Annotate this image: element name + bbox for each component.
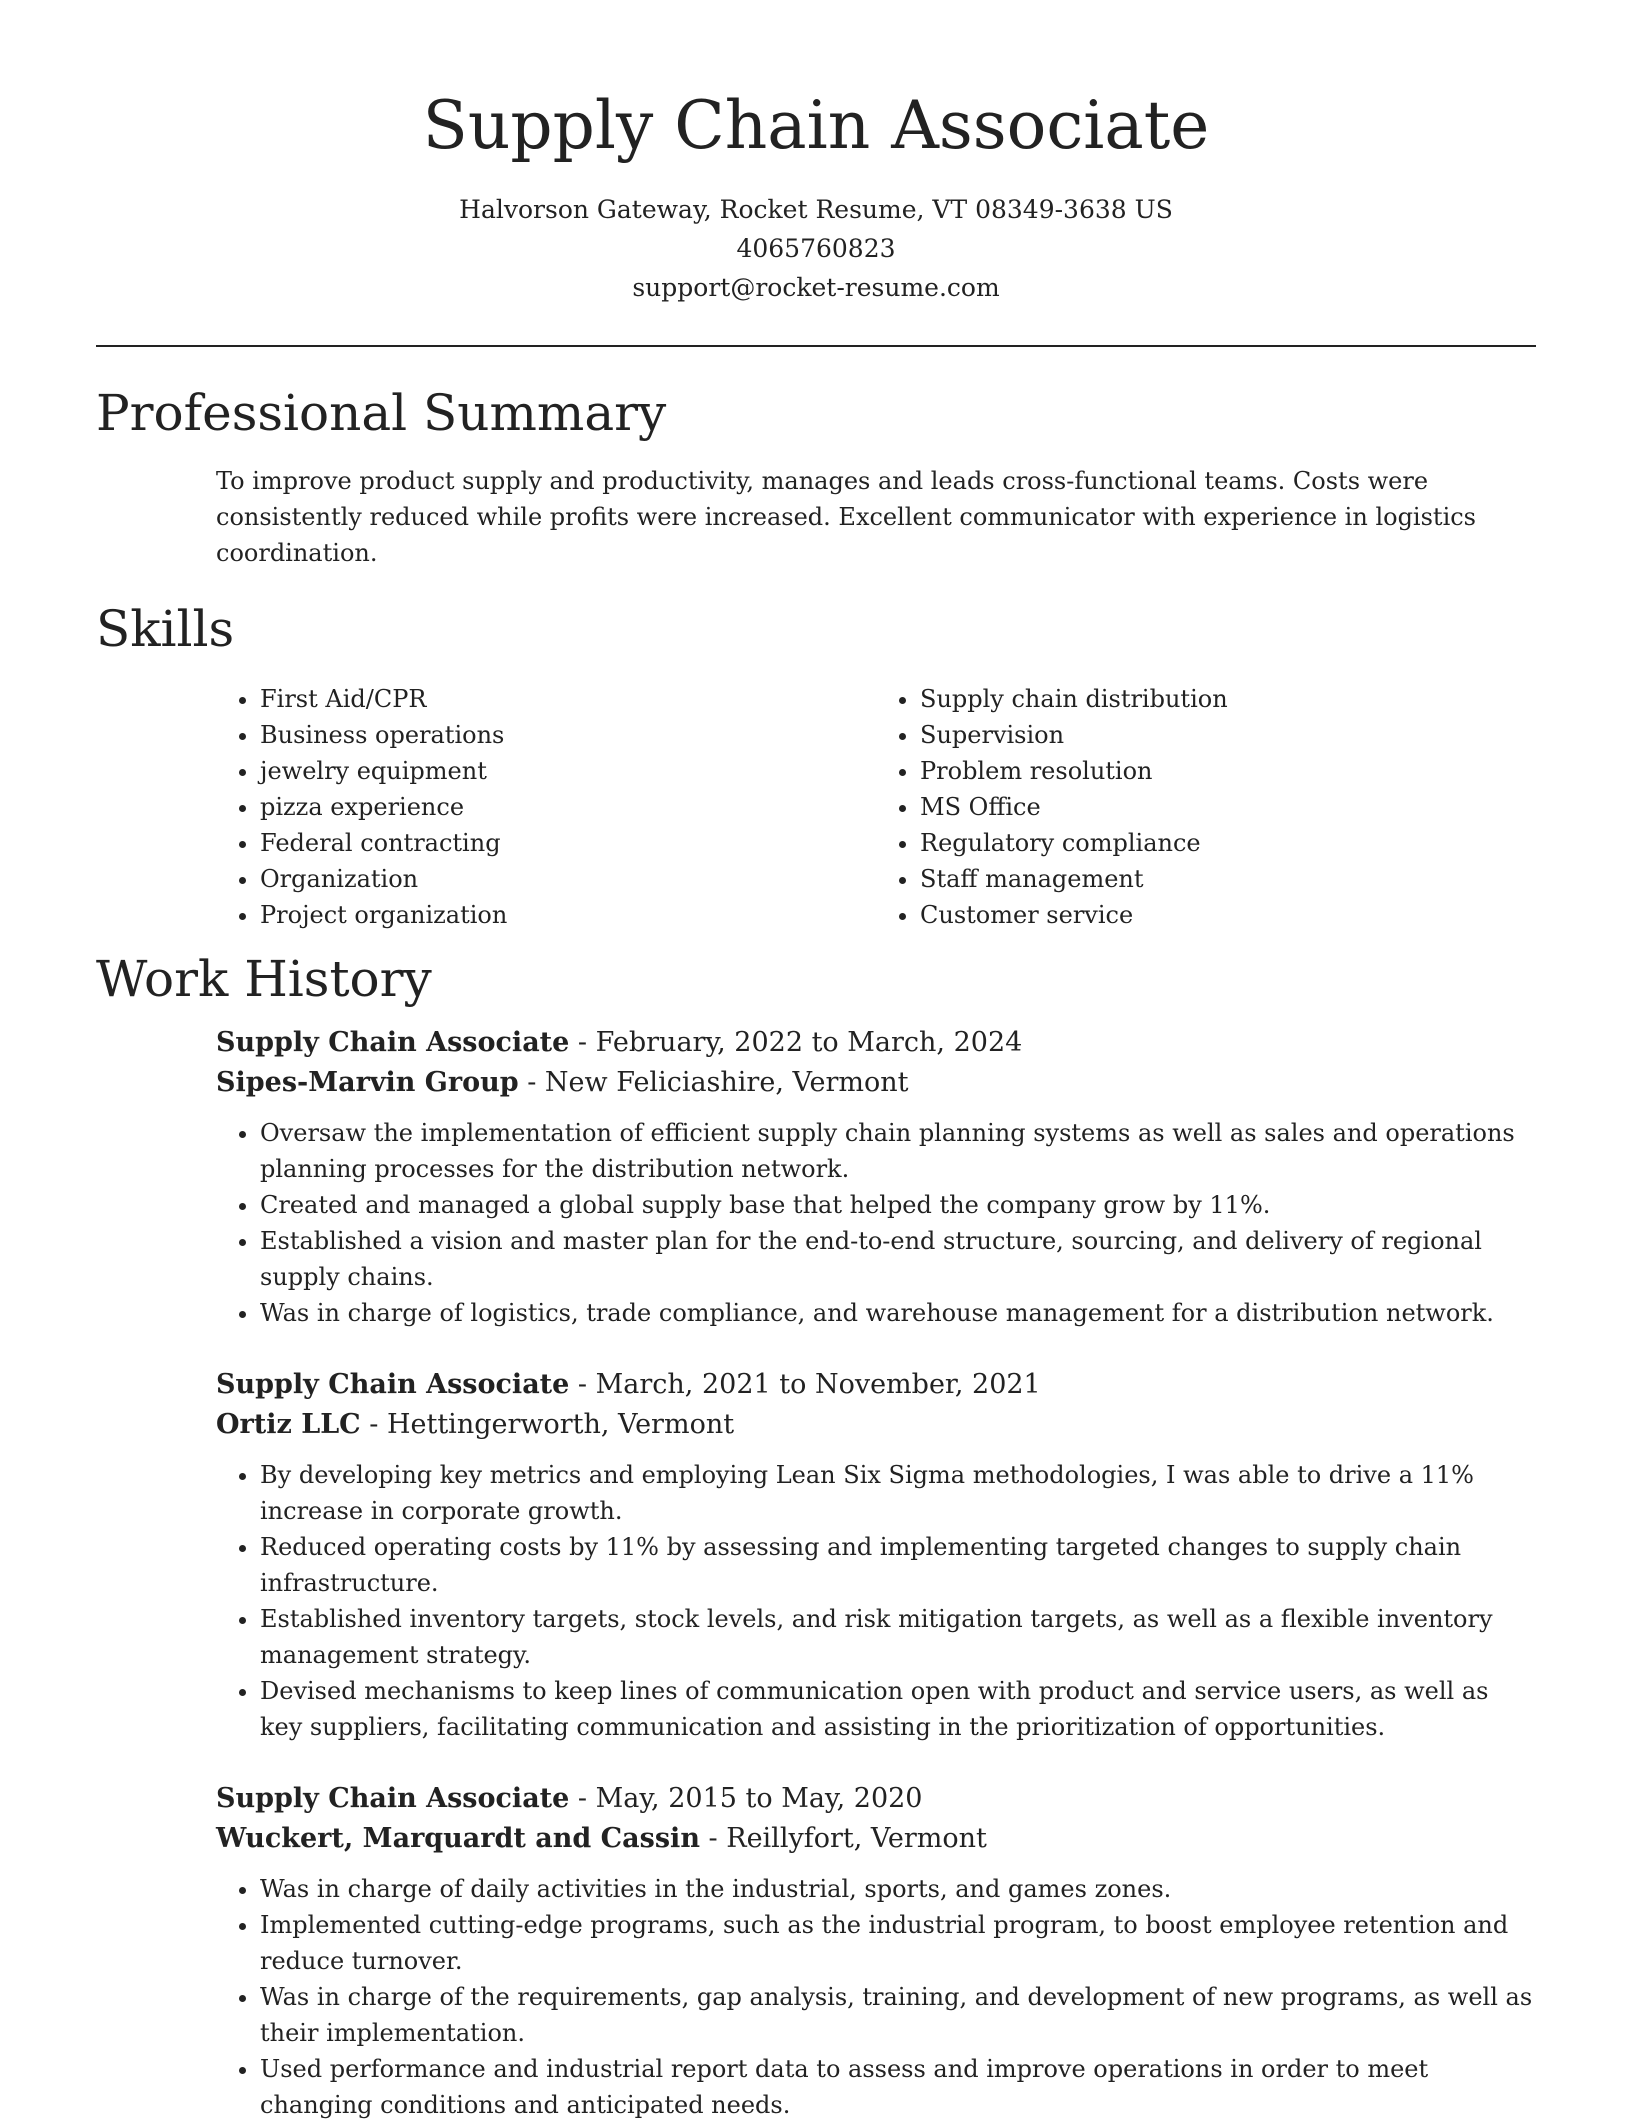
- work-history-heading: Work History: [96, 950, 432, 1008]
- job-entry: [216, 1779, 1536, 2123]
- job-company-line: [216, 1063, 1536, 1103]
- job-bullet: • Established inventory targets, stock levels, and risk mitigation targets, as well as a flexible inventory management strategy.: [260, 1601, 1536, 1673]
- job-title: Supply Chain Associate: [216, 1369, 570, 1400]
- job-bullet: • Was in charge of logistics, trade compliance, and warehouse management for a distribution network.: [260, 1295, 1536, 1331]
- skill-item: • Federal contracting: [260, 825, 876, 861]
- job-title: Supply Chain Associate: [216, 1027, 570, 1058]
- skills-heading: Skills: [96, 600, 235, 658]
- job-title-line: [216, 1365, 1536, 1405]
- job-company-line: [216, 1405, 1536, 1445]
- resume-page: [96, 0, 1536, 2123]
- skills-list: [216, 681, 1536, 933]
- job-bullet: • Was in charge of daily activities in the industrial, sports, and games zones.: [260, 1871, 1536, 1907]
- job-entry: [216, 1023, 1536, 1331]
- job-title: Supply Chain Associate: [216, 1783, 570, 1814]
- skill-item: • Business operations: [260, 717, 876, 753]
- contact-address: Halvorson Gateway, Rocket Resume, VT 08349-3638 US: [459, 195, 1173, 224]
- job-bullet: • Implemented cutting-edge programs, such as the industrial program, to boost employee retention and reduce turnover.: [260, 1907, 1536, 1979]
- skill-item: • Customer service: [920, 897, 1536, 933]
- job-location: - New Feliciashire, Vermont: [518, 1067, 909, 1098]
- job-company-line: [216, 1819, 1536, 1859]
- resume-header: [96, 0, 1536, 307]
- job-entry: [216, 1365, 1536, 1745]
- job-bullets: [216, 1871, 1536, 2123]
- job-dates: - May, 2015 to May, 2020: [569, 1783, 923, 1814]
- skill-item: • Regulatory compliance: [920, 825, 1536, 861]
- job-bullets: [216, 1115, 1536, 1331]
- job-dates: - March, 2021 to November, 2021: [569, 1369, 1041, 1400]
- job-location: - Hettingerworth, Vermont: [360, 1409, 735, 1440]
- resume-name: Supply Chain Associate: [422, 87, 1210, 164]
- job-bullet: • Was in charge of the requirements, gap analysis, training, and development of new programs, as well as their implementation.: [260, 1979, 1536, 2051]
- job-company: Ortiz LLC: [216, 1409, 361, 1440]
- summary-heading: Professional Summary: [96, 384, 667, 442]
- job-company: Wuckert, Marquardt and Cassin: [216, 1823, 700, 1854]
- job-bullet: • Created and managed a global supply base that helped the company grow by 11%.: [260, 1187, 1536, 1223]
- skill-item: • Supervision: [920, 717, 1536, 753]
- job-bullet: • Reduced operating costs by 11% by assessing and implementing targeted changes to supply chain infrastructure.: [260, 1529, 1536, 1601]
- skill-item: • Staff management: [920, 861, 1536, 897]
- header-divider: [96, 345, 1536, 347]
- skill-item: • pizza experience: [260, 789, 876, 825]
- skill-item: • Problem resolution: [920, 753, 1536, 789]
- job-bullet: • Devised mechanisms to keep lines of communication open with product and service users, as well as key suppliers, facilitating communication and assisting in the prioritization of opportunities.: [260, 1673, 1536, 1745]
- skill-item: • First Aid/CPR: [260, 681, 876, 717]
- job-bullet: • Used performance and industrial report data to assess and improve operations in order to meet changing conditions and anticipated needs.: [260, 2051, 1536, 2123]
- skill-item: • Project organization: [260, 897, 876, 933]
- contact-phone: 4065760823: [736, 234, 896, 263]
- job-company: Sipes-Marvin Group: [216, 1067, 519, 1098]
- job-bullet: • Oversaw the implementation of efficient supply chain planning systems as well as sales and operations planning processes for the distribution network.: [260, 1115, 1536, 1187]
- job-location: - Reillyfort, Vermont: [699, 1823, 987, 1854]
- summary-text: To improve product supply and productivity, manages and leads cross-functional teams. Costs were consistently reduced while profits were increased. Excellent communicator with experience in logistics coordination.: [216, 467, 1476, 567]
- skill-item: • MS Office: [920, 789, 1536, 825]
- job-bullet: • By developing key metrics and employing Lean Six Sigma methodologies, I was able to drive a 11% increase in corporate growth.: [260, 1457, 1536, 1529]
- job-title-line: [216, 1779, 1536, 1819]
- job-bullet: • Established a vision and master plan for the end-to-end structure, sourcing, and delivery of regional supply chains.: [260, 1223, 1536, 1295]
- contact-email: support@rocket-resume.com: [632, 273, 1000, 302]
- job-dates: - February, 2022 to March, 2024: [569, 1027, 1023, 1058]
- skill-item: • Organization: [260, 861, 876, 897]
- job-title-line: [216, 1023, 1536, 1063]
- skills-column-right: [876, 681, 1536, 933]
- job-bullets: [216, 1457, 1536, 1745]
- skills-column-left: [216, 681, 876, 933]
- skill-item: • Supply chain distribution: [920, 681, 1536, 717]
- skill-item: • jewelry equipment: [260, 753, 876, 789]
